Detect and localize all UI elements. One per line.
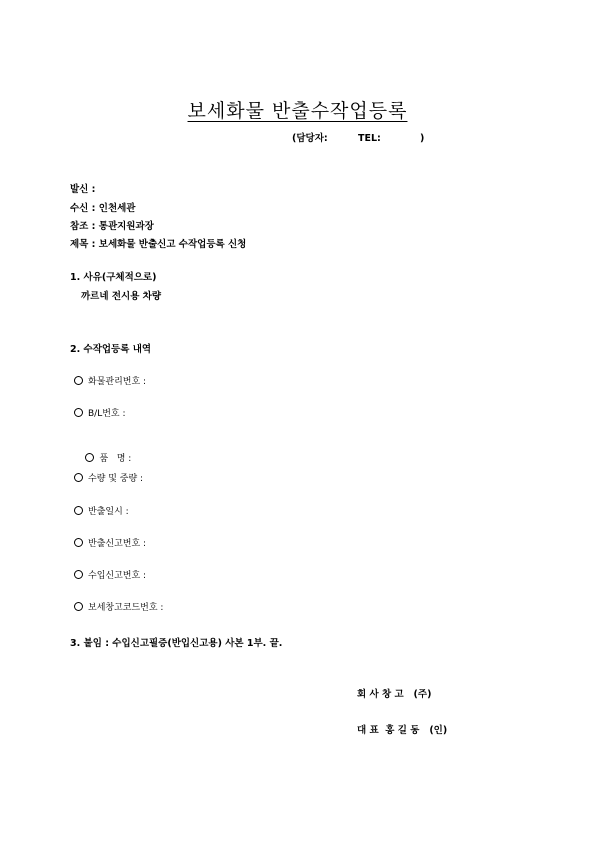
recipient-line: 수신 : 인천세관 (70, 203, 136, 214)
circle-bullet-icon (74, 473, 83, 482)
list-item (74, 441, 131, 477)
list-item-label: 반출신고번호 : (88, 539, 147, 549)
list-item-label: 수량 및 중량 : (88, 474, 144, 484)
circle-bullet-icon (74, 408, 83, 417)
circle-bullet-icon (74, 570, 83, 579)
list-item (74, 506, 129, 518)
sender-line: 발신 : (70, 184, 96, 195)
list-item (74, 538, 146, 550)
list-item (74, 473, 143, 485)
list-item-label: 보세창고코드번호 : (88, 603, 164, 613)
list-item-label: B/L번호 : (88, 409, 126, 419)
list-item (74, 408, 126, 420)
representative-signature: 대 표 홍 길 동 (인) (357, 725, 448, 736)
circle-bullet-icon (74, 602, 83, 611)
circle-bullet-icon (85, 453, 94, 462)
list-item (74, 602, 163, 614)
section1-heading: 1. 사유(구체적으로) (70, 272, 157, 283)
section1-body: 까르네 전시용 차량 (81, 291, 162, 302)
contact-close: ) (420, 133, 425, 144)
document-title: 보세화물 반출수작업등록 (187, 100, 408, 122)
company-signature: 회 사 창 고 (주) (357, 689, 432, 700)
list-item-label: 화물관리번호 : (88, 377, 147, 387)
list-item-label: 수입신고번호 : (88, 571, 147, 581)
list-item-label: 반출일시 : (88, 507, 129, 517)
list-item (74, 376, 146, 388)
circle-bullet-icon (74, 538, 83, 547)
circle-bullet-icon (74, 376, 83, 385)
list-item (74, 570, 146, 582)
section2-heading: 2. 수작업등록 내역 (70, 344, 152, 355)
contact-person-label: (담당자: (292, 133, 328, 144)
subject-line: 제목 : 보세화물 반출신고 수작업등록 신청 (70, 239, 247, 250)
circle-bullet-icon (74, 506, 83, 515)
reference-line: 참조 : 통관지원과장 (70, 221, 154, 232)
list-item-label: 품 명 : (99, 454, 132, 464)
contact-tel-label: TEL: (358, 133, 381, 144)
attachment-line: 3. 붙임 : 수입신고필증(반입신고용) 사본 1부. 끝. (70, 638, 283, 649)
